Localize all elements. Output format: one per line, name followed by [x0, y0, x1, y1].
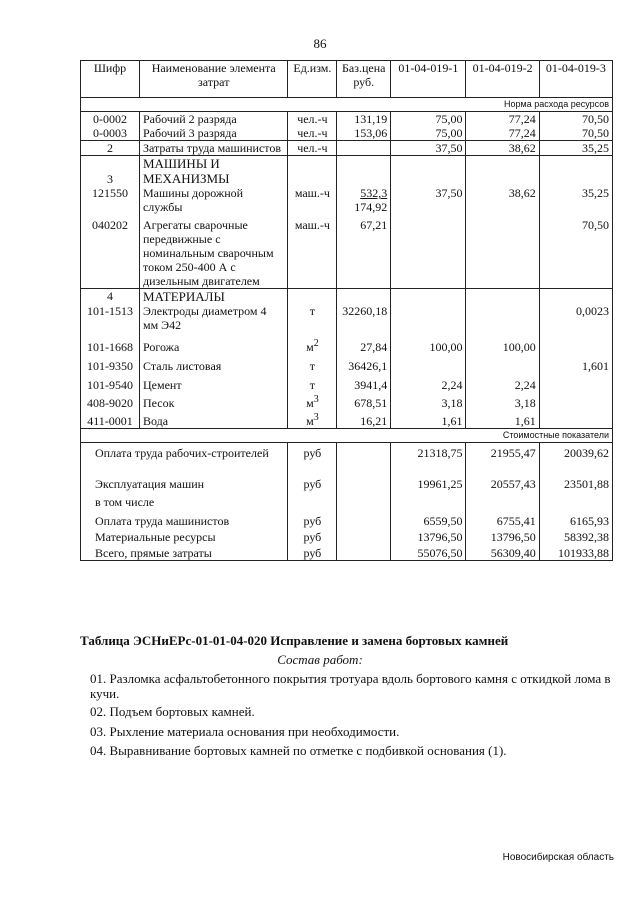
cost-v3: 20039,62	[539, 442, 612, 472]
cost-name: Эксплуатация машин	[81, 472, 288, 491]
cell-code: 101-1668	[81, 332, 140, 354]
cost-v1: 19961,25	[391, 472, 466, 491]
cost-v3: 6165,93	[539, 509, 612, 528]
cell-name: Песок	[139, 392, 288, 410]
cost-v1: 55076,50	[391, 544, 466, 560]
cell-code: 0-0002	[81, 112, 140, 127]
cost-row	[81, 442, 613, 472]
table-title: Таблица ЭСНиЕРс-01-01-04-020 Исправление и замена бортовых камней	[80, 633, 509, 648]
cell-name: Рогожа	[139, 332, 288, 354]
cost-name: в том числе	[81, 491, 288, 509]
cell-v2: 77,24	[466, 112, 539, 127]
table-row	[81, 354, 613, 373]
cost-v2: 20557,43	[466, 472, 539, 491]
table-row	[81, 304, 613, 332]
table-row	[81, 410, 613, 428]
cell-v1: 75,00	[391, 112, 466, 127]
cell-unit: чел.-ч	[288, 112, 337, 127]
cell-v1: 37,50	[391, 141, 466, 156]
cell-unit	[288, 392, 337, 410]
cell-code: 121550	[81, 186, 140, 214]
cell-v2: 38,62	[466, 186, 539, 214]
header-v1: 01-04-019-1	[391, 61, 466, 98]
cost-unit: руб	[288, 544, 337, 560]
cell-code: 040202	[81, 214, 140, 289]
unit-sup: 3	[313, 394, 319, 405]
cell-unit	[288, 410, 337, 428]
header-v3: 01-04-019-3	[539, 61, 612, 98]
cost-unit: руб	[288, 442, 337, 472]
cell-price: 3941,4	[337, 373, 391, 392]
cell-v2: 77,24	[466, 126, 539, 141]
cell-v3: 70,50	[539, 112, 612, 127]
cell-code: 101-9350	[81, 354, 140, 373]
cost-v1: 13796,50	[391, 528, 466, 544]
table-row	[81, 392, 613, 410]
cost-v2: 21955,47	[466, 442, 539, 472]
cost-unit: руб	[288, 528, 337, 544]
cost-name: Оплата труда машинистов	[81, 509, 288, 528]
cost-row	[81, 509, 613, 528]
section-title-materials: МАТЕРИАЛЫ	[139, 289, 288, 305]
cell-name: Вода	[139, 410, 288, 428]
cell-price: 153,06	[337, 126, 391, 141]
cost-name: Материальные ресурсы	[81, 528, 288, 544]
cost-name: Оплата труда рабочих-строителей	[81, 442, 288, 472]
cost-v2: 6755,41	[466, 509, 539, 528]
cost-v2: 13796,50	[466, 528, 539, 544]
table-row	[81, 156, 613, 187]
unit-sup: 3	[313, 411, 319, 423]
cell-v1: 1,61	[391, 410, 466, 428]
unit-base: м	[306, 413, 314, 428]
cell-price	[337, 141, 391, 156]
cell-v3: 0,0023	[539, 304, 612, 332]
cell-v1: 75,00	[391, 126, 466, 141]
cell-name: Машины дорожной службы	[139, 186, 288, 214]
header-unit: Ед.изм.	[288, 61, 337, 98]
work-item: 02. Подъем бортовых камней.	[90, 704, 255, 719]
cost-v3: 23501,88	[539, 472, 612, 491]
cell-unit: т	[288, 373, 337, 392]
cell-name: Рабочий 2 разряда	[139, 112, 288, 127]
cell-v3: 35,25	[539, 186, 612, 214]
table-row	[81, 126, 613, 141]
cell-name: Цемент	[139, 373, 288, 392]
cell-v1: 3,18	[391, 392, 466, 410]
cost-name: Всего, прямые затраты	[81, 544, 288, 560]
cell-price	[337, 186, 391, 214]
unit-base: м	[306, 340, 314, 354]
cell-code: 101-9540	[81, 373, 140, 392]
cell-v3: 70,50	[539, 214, 612, 289]
price-bottom: 174,92	[354, 200, 388, 214]
table-row	[81, 214, 613, 289]
cell-v2: 1,61	[466, 410, 539, 428]
unit-sup: 2	[313, 338, 319, 349]
cell-price: 16,21	[337, 410, 391, 428]
work-composition-title: Состав работ:	[277, 652, 363, 667]
band-row	[81, 428, 613, 442]
section-title-machines: МАШИНЫ И МЕХАНИЗМЫ	[139, 156, 288, 187]
cell-name: Электроды диаметром 4 мм Э42	[139, 304, 288, 332]
cell-v2: 2,24	[466, 373, 539, 392]
cell-unit: маш.-ч	[288, 214, 337, 289]
cell-unit: маш.-ч	[288, 186, 337, 214]
cell-price: 67,21	[337, 214, 391, 289]
work-item: 01. Разломка асфальтобетонного покрытия тротуара вдоль бортового камня с откидкой лома в кучи.	[90, 671, 611, 701]
cell-price: 678,51	[337, 392, 391, 410]
cell-name: Агрегаты сварочные передвижные с номинальным сварочным током 250-400 А с дизельным двигателем	[139, 214, 288, 289]
cost-unit: руб	[288, 509, 337, 528]
cell-code: 3	[81, 156, 140, 187]
table-row	[81, 373, 613, 392]
cell-price: 32260,18	[337, 304, 391, 332]
cell-v3: 1,601	[539, 354, 612, 373]
cell-v3: 35,25	[539, 141, 612, 156]
resource-table	[80, 60, 613, 561]
page-number: 86	[313, 36, 327, 51]
header-code: Шифр	[81, 61, 140, 98]
cell-code: 408-9020	[81, 392, 140, 410]
cell-price: 131,19	[337, 112, 391, 127]
footer-region: Новосибирская область	[502, 852, 614, 863]
cost-unit: руб	[288, 472, 337, 491]
table-row	[81, 332, 613, 354]
table-header-row	[81, 61, 613, 98]
cell-v2: 100,00	[466, 332, 539, 354]
cell-unit: чел.-ч	[288, 141, 337, 156]
cell-price: 27,84	[337, 332, 391, 354]
cell-v2: 3,18	[466, 392, 539, 410]
cell-code: 411-0001	[81, 410, 140, 428]
unit-base: м	[306, 396, 314, 410]
cost-row	[81, 472, 613, 491]
table-row	[81, 186, 613, 214]
cell-v1: 100,00	[391, 332, 466, 354]
header-name: Наименование элемента затрат	[139, 61, 288, 98]
cell-name: Рабочий 3 разряда	[139, 126, 288, 141]
cell-name: Сталь листовая	[139, 354, 288, 373]
band-row	[81, 98, 613, 112]
work-item: 04. Выравнивание бортовых камней по отметке с подбивкой основания (1).	[90, 743, 507, 758]
price-top: 532,3	[360, 186, 388, 200]
cost-v3: 101933,88	[539, 544, 612, 560]
cost-v1: 21318,75	[391, 442, 466, 472]
cost-v2: 56309,40	[466, 544, 539, 560]
work-item: 03. Рыхление материала основания при необходимости.	[90, 724, 400, 739]
cost-row	[81, 528, 613, 544]
cost-row	[81, 491, 613, 509]
cost-v3: 58392,38	[539, 528, 612, 544]
band-resources: Норма расхода ресурсов	[81, 98, 613, 112]
cell-code: 4	[81, 289, 140, 305]
cell-code: 2	[81, 141, 140, 156]
header-price: Баз.цена руб.	[337, 61, 391, 98]
cell-v2: 38,62	[466, 141, 539, 156]
table-row	[81, 141, 613, 156]
cell-name: Затраты труда машинистов	[139, 141, 288, 156]
cell-v1: 2,24	[391, 373, 466, 392]
table-row	[81, 112, 613, 127]
cost-row	[81, 544, 613, 560]
cell-unit: т	[288, 304, 337, 332]
cell-v3: 70,50	[539, 126, 612, 141]
cell-unit: чел.-ч	[288, 126, 337, 141]
cost-v1: 6559,50	[391, 509, 466, 528]
cell-code: 101-1513	[81, 304, 140, 332]
band-costs: Стоимостные показатели	[81, 428, 613, 442]
cell-unit	[288, 332, 337, 354]
cell-v1: 37,50	[391, 186, 466, 214]
cell-unit: т	[288, 354, 337, 373]
table-row	[81, 289, 613, 305]
cell-price: 36426,1	[337, 354, 391, 373]
header-v2: 01-04-019-2	[466, 61, 539, 98]
cell-code: 0-0003	[81, 126, 140, 141]
